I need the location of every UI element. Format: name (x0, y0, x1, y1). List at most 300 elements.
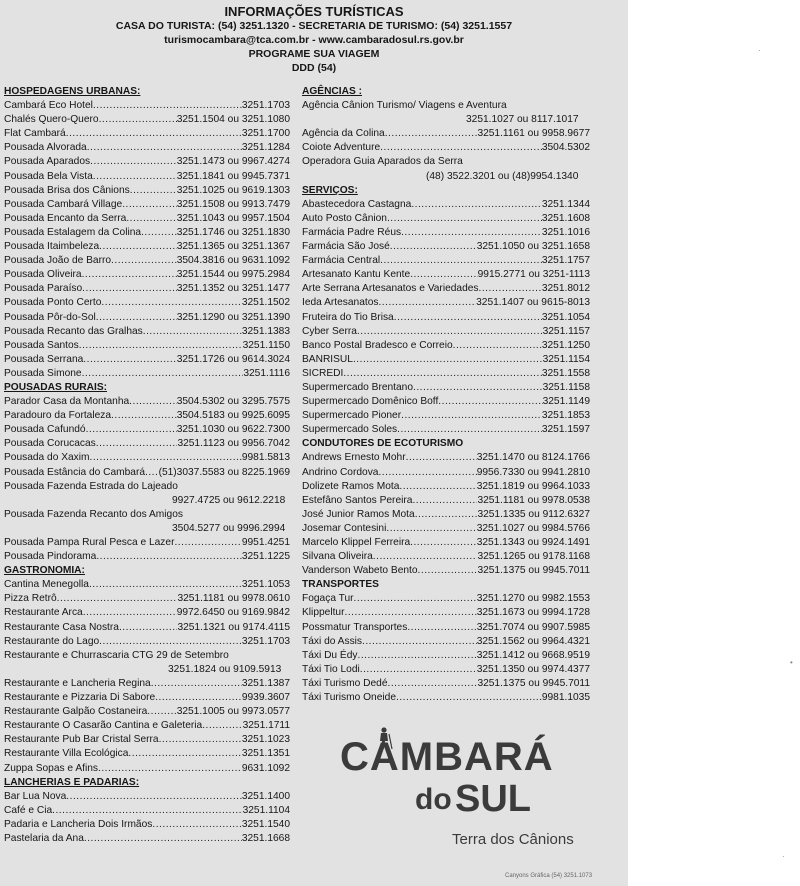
listing-phone: 3251.1726 ou 9614.3024 (176, 353, 290, 365)
listing-name: Parador Casa da Montanha (4, 396, 130, 408)
listing-phone: 3251.1181 ou 9978.0610 (177, 593, 290, 605)
dot-leader (378, 466, 476, 480)
listing-row (4, 592, 290, 606)
dot-leader (147, 705, 176, 719)
dot-leader (343, 367, 542, 381)
dot-leader (385, 127, 478, 141)
listing-phone: 3251.1703 (241, 100, 290, 112)
dot-leader (119, 621, 177, 635)
dot-leader (386, 522, 476, 536)
listing-name: Arte Serrana Artesanatos e Variedades (302, 283, 479, 295)
listing-row (4, 99, 290, 113)
dot-leader (96, 550, 242, 564)
listing-name: Supermercado Soles (302, 424, 398, 436)
listing-row (4, 170, 290, 184)
listing-name: Possmatur Transportes (302, 621, 408, 633)
listing-row (4, 311, 290, 325)
listing-name: Supermercado Pioner (302, 410, 402, 422)
dot-leader (90, 451, 242, 465)
listing-name: Bar Lua Nova (4, 790, 67, 802)
listing-row (4, 762, 290, 776)
listing-row (302, 353, 590, 367)
listing-row (4, 550, 290, 564)
listing-name: Andrews Ernesto Mohr (302, 452, 406, 464)
dot-leader (397, 423, 542, 437)
listing-row (302, 212, 590, 226)
listing-phone: 3504.5277 ou 9996.2994 (172, 522, 286, 534)
listing-name: Pousada Alvorada (4, 142, 87, 154)
listing-phone: 3251.1270 ou 9982.1553 (476, 593, 590, 605)
list-pousadas-rurais (4, 395, 290, 480)
listing-name: Pousada Oliveira (4, 269, 82, 281)
listing-name: Pousada Ponto Certo (4, 297, 102, 309)
dot-leader (128, 747, 241, 761)
listing-name: Pousada Santos (4, 339, 79, 351)
listing-row (4, 818, 290, 832)
dot-leader (82, 282, 177, 296)
listing-row (4, 719, 290, 733)
listing-row (4, 423, 290, 437)
listing-phone: 3251.1746 ou 3251.1830 (176, 226, 290, 238)
listing-phone: 3504.5183 ou 9925.6095 (176, 410, 290, 422)
dot-leader (155, 691, 242, 705)
listing-phone: 3251.1407 ou 9615-8013 (476, 297, 590, 309)
listing-row (4, 677, 290, 691)
listing-row (4, 395, 290, 409)
dot-leader (406, 451, 477, 465)
listing-phone: 3251.1853 (541, 410, 590, 422)
listing-phone: 3251.1150 (242, 339, 290, 351)
listing-phone: 3251.1181 ou 9978.0538 (477, 494, 590, 506)
listing-row (302, 141, 590, 155)
listing-name: Agência Cânion Turismo/ Viagens e Aventura (302, 100, 507, 112)
listing-name: Pousada Cambará Village (4, 198, 123, 210)
listing-name: Restaurante Casa Nostra (4, 621, 119, 633)
listing-row (302, 677, 590, 691)
dot-leader (101, 296, 241, 310)
listing-phone: 3251.1412 ou 9668.9519 (476, 649, 590, 661)
listing-name: Klippeltur (302, 607, 345, 619)
listing-phone: 3251.1123 ou 9956.7042 (177, 438, 290, 450)
listing-name: Restaurante e Pizzaria Di Sabore (4, 692, 156, 704)
listing-row (4, 184, 290, 198)
listing-name: Restaurante e Churrascaria CTG 29 de Setembro (4, 649, 229, 661)
listing-row (4, 155, 290, 169)
listing-row (302, 635, 590, 649)
dot-leader (130, 184, 177, 198)
listing-phone: 3251.1265 ou 9178.1168 (477, 551, 590, 563)
dot-leader (86, 423, 177, 437)
listing-name: Táxi do Assis (302, 635, 363, 647)
header-contacts: CASA DO TURISTA: (54) 3251.1320 - SECRETARIA DE TURISMO: (54) 3251.1557 (115, 20, 513, 32)
header (0, 5, 628, 75)
listing-row (4, 254, 290, 268)
listing-name: Táxi Turismo Oneide (302, 692, 396, 704)
listing-phone: 3251.8012 (541, 283, 590, 295)
listing-row (4, 325, 290, 339)
listing-row (4, 466, 290, 480)
dot-leader (93, 99, 242, 113)
listing-phone: 3251.1154 (542, 353, 590, 365)
dot-leader (83, 353, 176, 367)
dot-leader (373, 550, 478, 564)
listing-name: Pousada Brisa dos Cânions (4, 184, 130, 196)
list-gastronomia-2 (4, 677, 290, 776)
listing-name: Dolizete Ramos Mota (302, 480, 400, 492)
dot-leader (82, 367, 244, 381)
listing-phone: 3251.1005 ou 9973.0577 (176, 706, 290, 718)
section-title-condutores: CONDUTORES DE ECOTURISMO (302, 438, 464, 450)
listing-name: Pousada Fazenda Estrada do Lajeado (4, 480, 178, 492)
listing-row (302, 423, 590, 437)
listing-name: Coiote Adventure (302, 142, 381, 154)
listing-name: Restaurante O Casarão Cantina e Galeteria (4, 720, 203, 732)
listing-row (302, 508, 590, 522)
listing-name: Café e Cia (4, 804, 53, 816)
dot-leader (93, 170, 177, 184)
listing-phone: 3251.1703 (241, 635, 290, 647)
listing-name: Pousada Corucacas (4, 438, 96, 450)
listing-phone: 3504.5302 (541, 142, 590, 154)
listing-phone: 3251.1700 (241, 128, 290, 140)
listing-phone: 3251.7074 ou 9907.5985 (476, 621, 590, 633)
scan-speck: • (790, 658, 793, 667)
listing-phone: 3504.3816 ou 9631.1092 (176, 255, 290, 267)
dot-leader (96, 437, 178, 451)
listing-row (302, 367, 590, 381)
dot-leader (122, 198, 177, 212)
dot-leader (99, 113, 177, 127)
listing-phone: 3251.1050 ou 3251.1658 (476, 241, 590, 253)
listing-row (302, 127, 590, 141)
dot-leader (438, 395, 542, 409)
listing-row (4, 226, 290, 240)
listing-phone: 3251.1597 (541, 424, 590, 436)
listing-row (302, 240, 590, 254)
dot-leader (84, 832, 242, 846)
listing-phone: 3251.1824 ou 9109.5913 (168, 663, 282, 675)
section-title-hospedagens: HOSPEDAGENS URBANAS: (4, 86, 141, 97)
logo-word-do: do (415, 783, 452, 816)
listing-name: Restaurante Villa Ecológica (4, 748, 129, 760)
dot-leader (410, 536, 477, 550)
listing-row (4, 733, 290, 747)
listing-phone: 9981.1035 (541, 692, 590, 704)
listing-phone: 3251.1608 (541, 212, 590, 224)
dot-leader (66, 127, 242, 141)
listing-name: José Junior Ramos Mota (302, 508, 415, 520)
listing-name: Flat Cambará (4, 128, 66, 140)
listing-name: Táxi Turismo Dedé (302, 677, 388, 689)
listing-row (4, 606, 290, 620)
listing-row (302, 564, 590, 578)
listing-name: Restaurante Galpão Costaneira (4, 706, 148, 718)
listing-row (302, 466, 590, 480)
listing-phone: 3251.1540 (241, 818, 290, 830)
listing-name: Chalés Quero-Quero (4, 114, 99, 126)
dot-leader (380, 254, 542, 268)
dot-leader (407, 621, 476, 635)
listing-phone: 3251.1504 ou 3251.1080 (176, 114, 290, 126)
listing-phone: 3251.1711 (242, 720, 290, 732)
listing-row (4, 747, 290, 761)
listing-name: Abastecedora Castagna (302, 198, 412, 210)
listing-name: Paradouro da Fortaleza (4, 410, 112, 422)
list-agencias (302, 127, 590, 155)
listing-name: Pizza Retrô (4, 593, 57, 605)
listing-name: Táxi Tio Lodi (302, 663, 360, 675)
listing-phone: 3251.1023 (241, 734, 290, 746)
dot-leader (66, 790, 242, 804)
listing-name: Pousada Encanto da Serra (4, 212, 127, 224)
cambara-logo (340, 735, 580, 860)
listing-phone: 9927.4725 ou 9612.2218 (172, 494, 286, 506)
listing-phone: 3251.1668 (241, 832, 290, 844)
listing-name: Estefâno Santos Pereira (302, 494, 413, 506)
listing-name: SICREDI (302, 367, 344, 379)
dot-leader (202, 719, 242, 733)
listing-name: Fogaça Tur (302, 593, 354, 605)
listing-phone: 3251.1470 ou 8124.1766 (476, 452, 590, 464)
dot-leader (410, 268, 477, 282)
listing-phone: 3251.1284 (241, 142, 290, 154)
listing-row (4, 437, 290, 451)
listing-name: Restaurante e Lancheria Regina (4, 677, 151, 689)
listing-phone: 3251.1016 (541, 226, 590, 238)
listing-phone: 3251.1290 ou 3251.1390 (176, 311, 290, 323)
listing-phone: 3251.1344 (541, 198, 590, 210)
listing-row (4, 790, 290, 804)
logo-word-sul: SUL (455, 778, 531, 820)
listing-row (302, 296, 590, 310)
listing-phone: 9951.4251 (241, 537, 290, 548)
listing-row (302, 451, 590, 465)
listing-phone: 3251.1335 ou 9112.6327 (477, 508, 590, 520)
listing-phone: 3251.1149 (542, 396, 590, 408)
listing-name: Pousada Serrana (4, 353, 84, 365)
listing-name: Farmácia São José (302, 241, 390, 253)
listing-row (4, 536, 290, 550)
header-web: turismocambara@tca.com.br - www.cambaradosul.rs.gov.br (164, 34, 464, 46)
dot-leader (52, 804, 242, 818)
listing-name: Banco Postal Bradesco e Correio (302, 339, 453, 351)
listing-name: Supermercado Brentano (302, 381, 413, 393)
listing-name: Auto Posto Cânion (302, 212, 387, 224)
listing-name: Artesanato Kantu Kente (302, 269, 411, 281)
listing-row (4, 296, 290, 310)
dot-leader (111, 409, 177, 423)
listing-name: Pastelaria da Ana (4, 832, 84, 844)
listing-row (4, 127, 290, 141)
dot-leader (152, 818, 241, 832)
listing-phone: 3251.1053 (241, 579, 290, 591)
listing-row (4, 804, 290, 818)
listing-row (302, 480, 590, 494)
listing-name: Ieda Artesanatos (302, 297, 379, 309)
dot-leader (357, 649, 476, 663)
dot-leader (453, 339, 542, 353)
dot-leader (145, 466, 159, 480)
dot-leader (143, 325, 242, 339)
listing-row (4, 635, 290, 649)
dot-leader (79, 339, 243, 353)
listing-phone: 3251.1157 (542, 325, 590, 337)
listing-name: Pousada Fazenda Recanto dos Amigos (4, 508, 183, 520)
listing-phone: 3251.1562 ou 9964.4321 (476, 635, 590, 647)
listing-name: Vanderson Wabeto Bento (302, 565, 418, 577)
listing-row (302, 522, 590, 536)
listing-phone: 9972.6450 ou 9169.9842 (176, 607, 290, 619)
logo-tagline: Terra dos Cânions (452, 831, 574, 848)
dot-leader (87, 141, 242, 155)
dot-leader (380, 141, 542, 155)
listing-name: Restaurante Arca (4, 607, 83, 619)
listing-name: Restaurante do Lago (4, 635, 100, 647)
dot-leader (90, 155, 177, 169)
dot-leader (394, 311, 542, 325)
section-title-gastronomia: GASTRONOMIA: (4, 565, 85, 577)
dot-leader (98, 762, 242, 776)
dot-leader (396, 691, 542, 705)
listing-phone: 3251.1502 (241, 297, 290, 309)
listing-phone: 3251.1387 (241, 677, 290, 689)
listing-phone: 3251.1321 ou 9174.4115 (177, 621, 290, 633)
listing-phone: 3251.1343 ou 9924.1491 (476, 537, 590, 548)
listing-phone: 3251.1116 (243, 367, 290, 379)
section-title-agencias: AGÊNCIAS : (302, 86, 362, 97)
listing-row (302, 282, 590, 296)
dot-leader (413, 381, 543, 395)
dot-leader (390, 240, 477, 254)
listing-phone: 3251.1819 ou 9964.1033 (476, 480, 590, 492)
listing-row (4, 451, 290, 465)
dot-leader (354, 592, 477, 606)
listing-row (302, 339, 590, 353)
listing-phone: 3251.1508 ou 9913.7479 (176, 198, 290, 210)
dot-leader (479, 282, 542, 296)
listing-row (302, 325, 590, 339)
listing-phone: 3251.1673 ou 9994.1728 (476, 607, 590, 619)
listing-name: Padaria e Lancheria Dois Irmãos (4, 818, 153, 830)
listing-name: Restaurante Pub Bar Cristal Serra (4, 734, 159, 746)
list-pousadas-rurais-2 (4, 536, 290, 564)
listing-phone: 9981.5813 (241, 452, 290, 464)
listing-row (4, 113, 290, 127)
listing-name: Pousada Pampa Rural Pesca e Lazer (4, 537, 175, 548)
listing-phone: 3251.1365 ou 3251.1367 (176, 241, 290, 253)
listing-name: Cantina Menegolla (4, 579, 89, 591)
list-condutores (302, 451, 590, 578)
section-title-transportes: TRANSPORTES (302, 579, 379, 591)
dot-leader (151, 677, 242, 691)
listing-phone: 3251.1043 ou 9957.1504 (176, 212, 290, 224)
dot-leader (96, 311, 177, 325)
listing-phone: 3251.1375 ou 9945.7011 (477, 677, 590, 689)
listing-row (302, 226, 590, 240)
listing-row (302, 395, 590, 409)
listing-phone: 3251.1161 ou 9958.9677 (477, 128, 590, 140)
left-column (4, 85, 290, 846)
listing-phone: 3251.1158 (542, 381, 590, 393)
listing-name: Pousada Paraíso (4, 283, 83, 295)
listing-phone: 9915.2771 ou 3251-1113 (477, 269, 590, 281)
listing-name: Supermercado Domênico Boff (302, 396, 439, 408)
scan-speck: · (782, 852, 785, 861)
listing-row (4, 832, 290, 846)
listing-name: Pousada Pindorama (4, 551, 97, 563)
listing-phone: (51)3037.5583 ou 8225.1969 (158, 466, 290, 478)
dot-leader (57, 592, 178, 606)
listing-name: Josemar Contesini (302, 522, 387, 534)
list-hospedagens (4, 99, 290, 381)
listing-row (302, 254, 590, 268)
dot-leader (82, 268, 177, 282)
listing-name: Táxi Du Édy (302, 649, 358, 661)
dot-leader (89, 578, 242, 592)
listing-row (4, 621, 290, 635)
section-title-lancherias: LANCHERIAS E PADARIAS: (4, 776, 140, 788)
listing-name: Andrino Cordova (302, 466, 379, 478)
dot-leader (141, 226, 177, 240)
dot-leader (111, 254, 177, 268)
listing-phone: 3251.1544 ou 9975.2984 (176, 269, 290, 281)
listing-phone: 3251.1027 ou 8117.1017 (466, 114, 579, 126)
scan-speck: · (758, 46, 761, 55)
listing-name: Pousada do Xaxim (4, 452, 90, 464)
dot-leader (174, 536, 241, 550)
header-program: PROGRAME SUA VIAGEM (248, 48, 380, 60)
listing-row (4, 339, 290, 353)
dot-leader (357, 325, 543, 339)
listing-row (4, 198, 290, 212)
dot-leader (360, 663, 477, 677)
listing-name: Farmácia Central (302, 255, 381, 267)
listing-name: Silvana Oliveira (302, 551, 373, 563)
listing-name: Cambará Eco Hotel (4, 100, 93, 112)
print-credit: Canyons Gráfica (54) 3251.1073 (505, 873, 593, 879)
listing-row (302, 536, 590, 550)
header-title: INFORMAÇÕES TURÍSTICAS (224, 4, 404, 19)
dot-leader (387, 212, 542, 226)
listing-row (302, 550, 590, 564)
listing-row (302, 649, 590, 663)
listing-name: Pousada Estalagem da Colina (4, 226, 142, 238)
listing-phone: 3251.1352 ou 3251.1477 (176, 283, 290, 295)
listing-row (302, 409, 590, 423)
header-ddd: DDD (54) (291, 62, 337, 74)
listing-name: Pousada Bela Vista (4, 170, 93, 182)
listing-phone: 3251.1350 ou 9974.4377 (476, 663, 590, 675)
listing-phone: 3251.1104 (242, 804, 290, 816)
listing-name: Zuppa Sopas e Afins (4, 762, 99, 774)
dot-leader (378, 296, 476, 310)
listing-row (302, 592, 590, 606)
listing-row (302, 198, 590, 212)
listing-name: Pousada Estância do Cambará (4, 466, 146, 478)
listing-name: Marcelo Klippel Ferreira (302, 537, 411, 548)
listing-row (302, 268, 590, 282)
listing-phone: (48) 3522.3201 ou (48)9954.1340 (426, 170, 579, 182)
listing-row (302, 621, 590, 635)
listing-phone: 3251.1250 (541, 339, 590, 351)
listing-phone: 3251.1030 ou 9622.7300 (176, 424, 290, 436)
dot-leader (129, 395, 177, 409)
listing-name: BANRISUL (302, 353, 353, 365)
dot-leader (388, 677, 478, 691)
listing-name: Pousada Recanto das Gralhas (4, 325, 143, 337)
dot-leader (353, 353, 543, 367)
listing-row (4, 367, 290, 381)
